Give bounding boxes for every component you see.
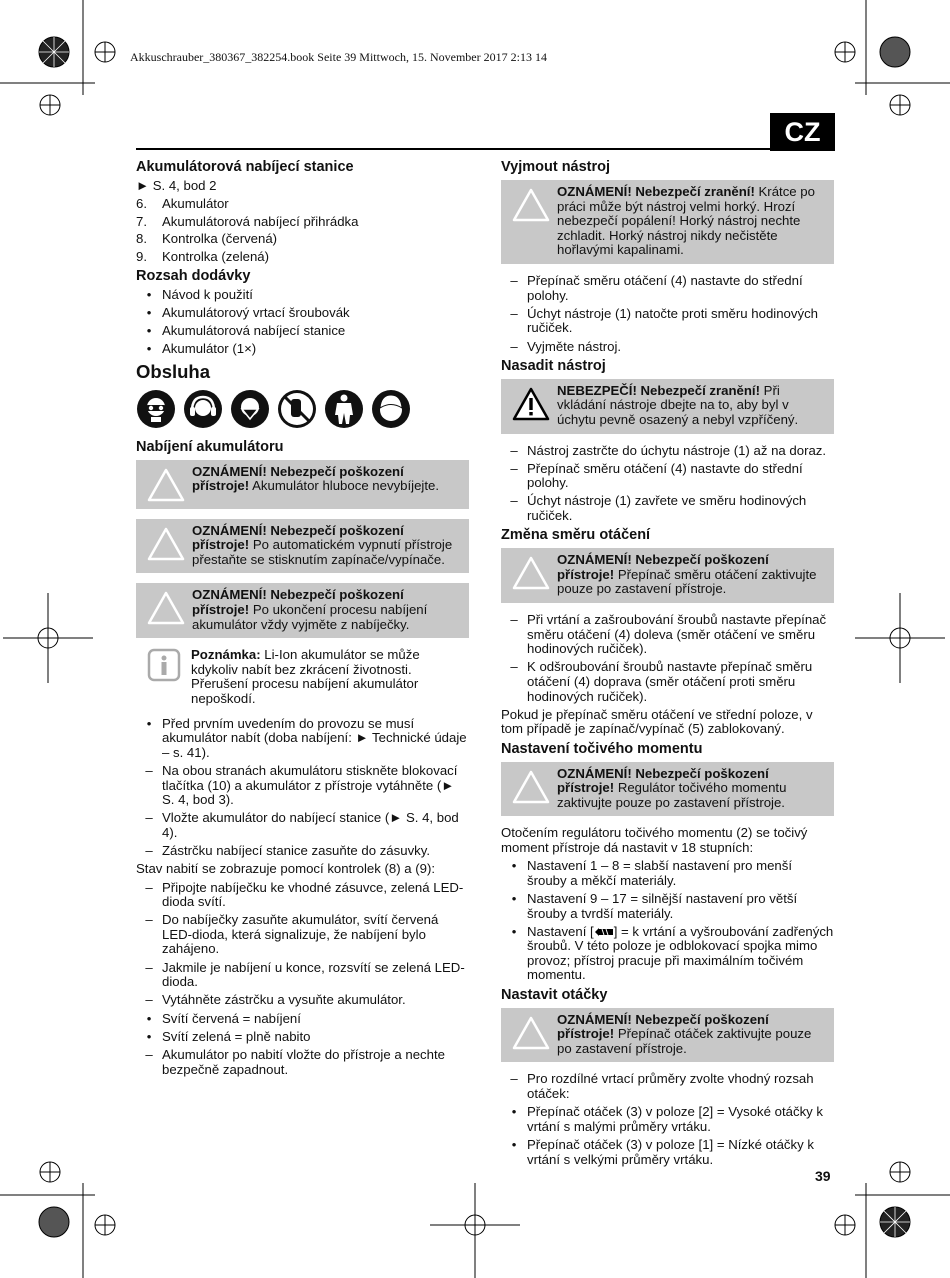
eye-protection-icon [136,389,176,429]
safety-symbols-row [136,389,469,429]
step-item: – Úchyt nástroje (1) zavřete ve směru hodinových ručiček. [510,493,807,524]
heading-battery-charging: Nabíjení akumulátoru [136,438,284,455]
notice-box: OZNÁMENÍ! Nebezpečí poškození přístroje! Po ukončení procesu nabíjení akumulátor vždy vyjměte z nabíječky. [136,583,469,638]
danger-box: NEBEZPEČÍ! Nebezpečí zranění! Při vkládání nástroje dbejte na to, aby byl v úchytu pevně osazený a nebyl vzpříčený. [501,379,834,434]
page-number: 39 [815,1168,831,1184]
step-item: – Úchyt nástroje (1) natočte proti směru hodinových ručiček. [510,305,818,336]
step-item: – Při vrtání a zašroubování šroubů nastavte přepínač směru otáčení (4) doleva (směr otáčení ve směru hodinových ručiček). [510,612,827,657]
step-item: • Svítí zelená = plně nabito [146,1028,311,1044]
step-item: • Přepínač otáček (3) v poloze [1] = Nízké otáčky k vrtání s velkými průměry vrtáku. [511,1137,814,1167]
heading-set-speed: Nastavit otáčky [501,986,608,1003]
direction-paragraph: Pokud je přepínač směru otáčení ve střední poloze, v tom případě je zapínač/vypínač (5) zablokovaný. [501,706,813,737]
step-item: – Připojte nabíječku ke vhodné zásuvce, zelená LED-dioda svítí. [145,879,464,910]
parts-item: 9. Kontrolka (zelená) [136,249,270,265]
right-column [501,159,834,1171]
step-item: – Jakmile je nabíjení u konce, rozsvítí se zelená LED-dioda. [145,959,465,990]
info-icon [147,648,181,682]
hair-net-icon [371,389,411,429]
drill-symbol-icon [594,927,614,937]
warning-triangle-icon [511,187,551,223]
warning-triangle-icon [146,467,186,503]
step-item: – Vytáhněte zástrčku a vysuňte akumulátor. [145,992,406,1008]
notice-box: OZNÁMENÍ! Nebezpečí poškození přístroje! Regulátor točivého momentu zaktivujte pouze po zastavení přístroje. [501,762,834,817]
warning-triangle-icon [146,526,186,562]
language-badge: CZ [770,113,835,151]
heading-remove-tool: Vyjmout nástroj [501,159,611,175]
step-item: – Nástroj zastrčte do úchytu nástroje (1) až na doraz. [510,442,827,458]
heading-operation: Obsluha [136,360,211,382]
scope-item: • Akumulátorový vrtací šroubovák [146,305,350,321]
step-item: – Zástrčku nabíjecí stanice zasuňte do zásuvky. [145,843,431,859]
heading-scope-of-delivery: Rozsah dodávky [136,267,251,284]
status-intro: Stav nabití se zobrazuje pomocí kontrolek (8) a (9): [136,861,436,877]
parts-item: 7. Akumulátorová nabíjecí přihrádka [136,213,359,229]
step-item: • Před prvním uvedením do provozu se musí akumulátor nabít (doba nabíjení: ► Technické údaje – s. 41). [146,715,467,760]
torque-intro: Otočením regulátoru točivého momentu (2) se točivý moment přístroje dá nastavit v 18 stupních: [501,825,808,855]
scope-item: • Návod k použití [146,286,253,302]
left-column [136,159,469,1081]
warning-triangle-icon [511,555,551,591]
face-mask-icon [230,389,270,429]
step-item: – Do nabíječky zasuňte akumulátor, svítí červená LED-dioda, která signalizuje, že nabíjení bylo zahájeno. [145,912,439,957]
step-item: • Svítí červená = nabíjení [146,1010,301,1026]
warning-triangle-icon [511,1015,551,1051]
step-item: • Nastavení [ ] = k vrtání a vyšroubování zadřených šroubů. V této poloze je odblokovací spojka mimo provoz; přístroj pracuje při maximálním točivém momentu. [511,923,834,983]
scope-item: • Akumulátor (1×) [146,341,257,357]
step-item: • Nastavení 9 – 17 = silnější nastavení pro větší šrouby a tvrdší materiály. [511,890,798,921]
notice-box: OZNÁMENÍ! Nebezpečí zranění! Krátce po práci může být nástroj velmi horký. Hrozí nebezpečí popálení! Horký nástroj nechte zchladit. Horký nástroj nikdy nečistěte hořlavými kapalinami. [501,180,834,264]
step-item: – Na obou stranách akumulátoru stiskněte blokovací tlačítka (10) a akumulátor z přístroje vytáhněte (► S. 4, bod 3). [145,762,458,808]
notice-box: OZNÁMENÍ! Nebezpečí poškození přístroje! Přepínač otáček zaktivujte pouze po zastavení přístroje. [501,1008,834,1063]
step-item: – Vyjměte nástroj. [510,338,622,354]
step-item: • Přepínač otáček (3) v poloze [2] = Vysoké otáčky k vrtání s malými průměry vrtáku. [511,1104,824,1134]
heading-insert-tool: Nasadit nástroj [501,357,606,374]
note-box: Poznámka: Li-Ion akumulátor se může kdykoliv nabít bez zkrácení životnosti. Přerušení procesu nabíjení akumulátor nepoškodí. [136,648,469,706]
step-item: – Přepínač směru otáčení (4) nastavte do střední polohy. [510,272,803,303]
figure-reference: ► S. 4, bod 2 [136,178,217,193]
header-rule [136,148,835,150]
step-item: – K odšroubování šroubů nastavte přepínač směru otáčení (4) doprava (směr otáčení proti směru hodinových ručiček). [510,659,813,704]
danger-triangle-icon [511,386,551,422]
notice-box: OZNÁMENÍ! Nebezpečí poškození přístroje! Přepínač směru otáčení zaktivujte pouze po zastavení přístroje. [501,548,834,603]
no-gloves-icon [277,389,317,429]
warning-triangle-icon [146,590,186,626]
print-header-line: Akkuschrauber_380367_382254.book Seite 39 Mittwoch, 15. November 2017 2:13 14 [130,50,547,64]
warning-triangle-icon [511,769,551,805]
heading-charging-station: Akumulátorová nabíjecí stanice [136,159,354,175]
heading-torque-setting: Nastavení točivého momentu [501,740,703,757]
parts-item: 6. Akumulátor [136,195,229,211]
step-item: – Pro rozdílné vrtací průměry zvolte vhodný rozsah otáček: [510,1071,814,1102]
step-item: – Akumulátor po nabití vložte do přístroje a nechte bezpečně zapadnout. [145,1047,445,1077]
step-item: – Vložte akumulátor do nabíjecí stanice (► S. 4, bod 4). [145,810,459,840]
step-item: • Nastavení 1 – 8 = slabší nastavení pro menší šrouby a měkčí materiály. [511,858,792,888]
parts-item: 8. Kontrolka (červená) [136,231,278,247]
notice-box: OZNÁMENÍ! Nebezpečí poškození přístroje! Po automatickém vypnutí přístroje přestaňte se stisknutím zapínače/vypínače. [136,519,469,574]
ear-protection-icon [183,389,223,429]
protective-clothing-icon [324,389,364,429]
scope-item: • Akumulátorová nabíjecí stanice [146,323,346,339]
heading-direction-change: Změna směru otáčení [501,527,651,544]
step-item: – Přepínač směru otáčení (4) nastavte do střední polohy. [510,460,803,491]
notice-box: OZNÁMENÍ! Nebezpečí poškození přístroje! Akumulátor hluboce nevybíjejte. [136,460,469,509]
